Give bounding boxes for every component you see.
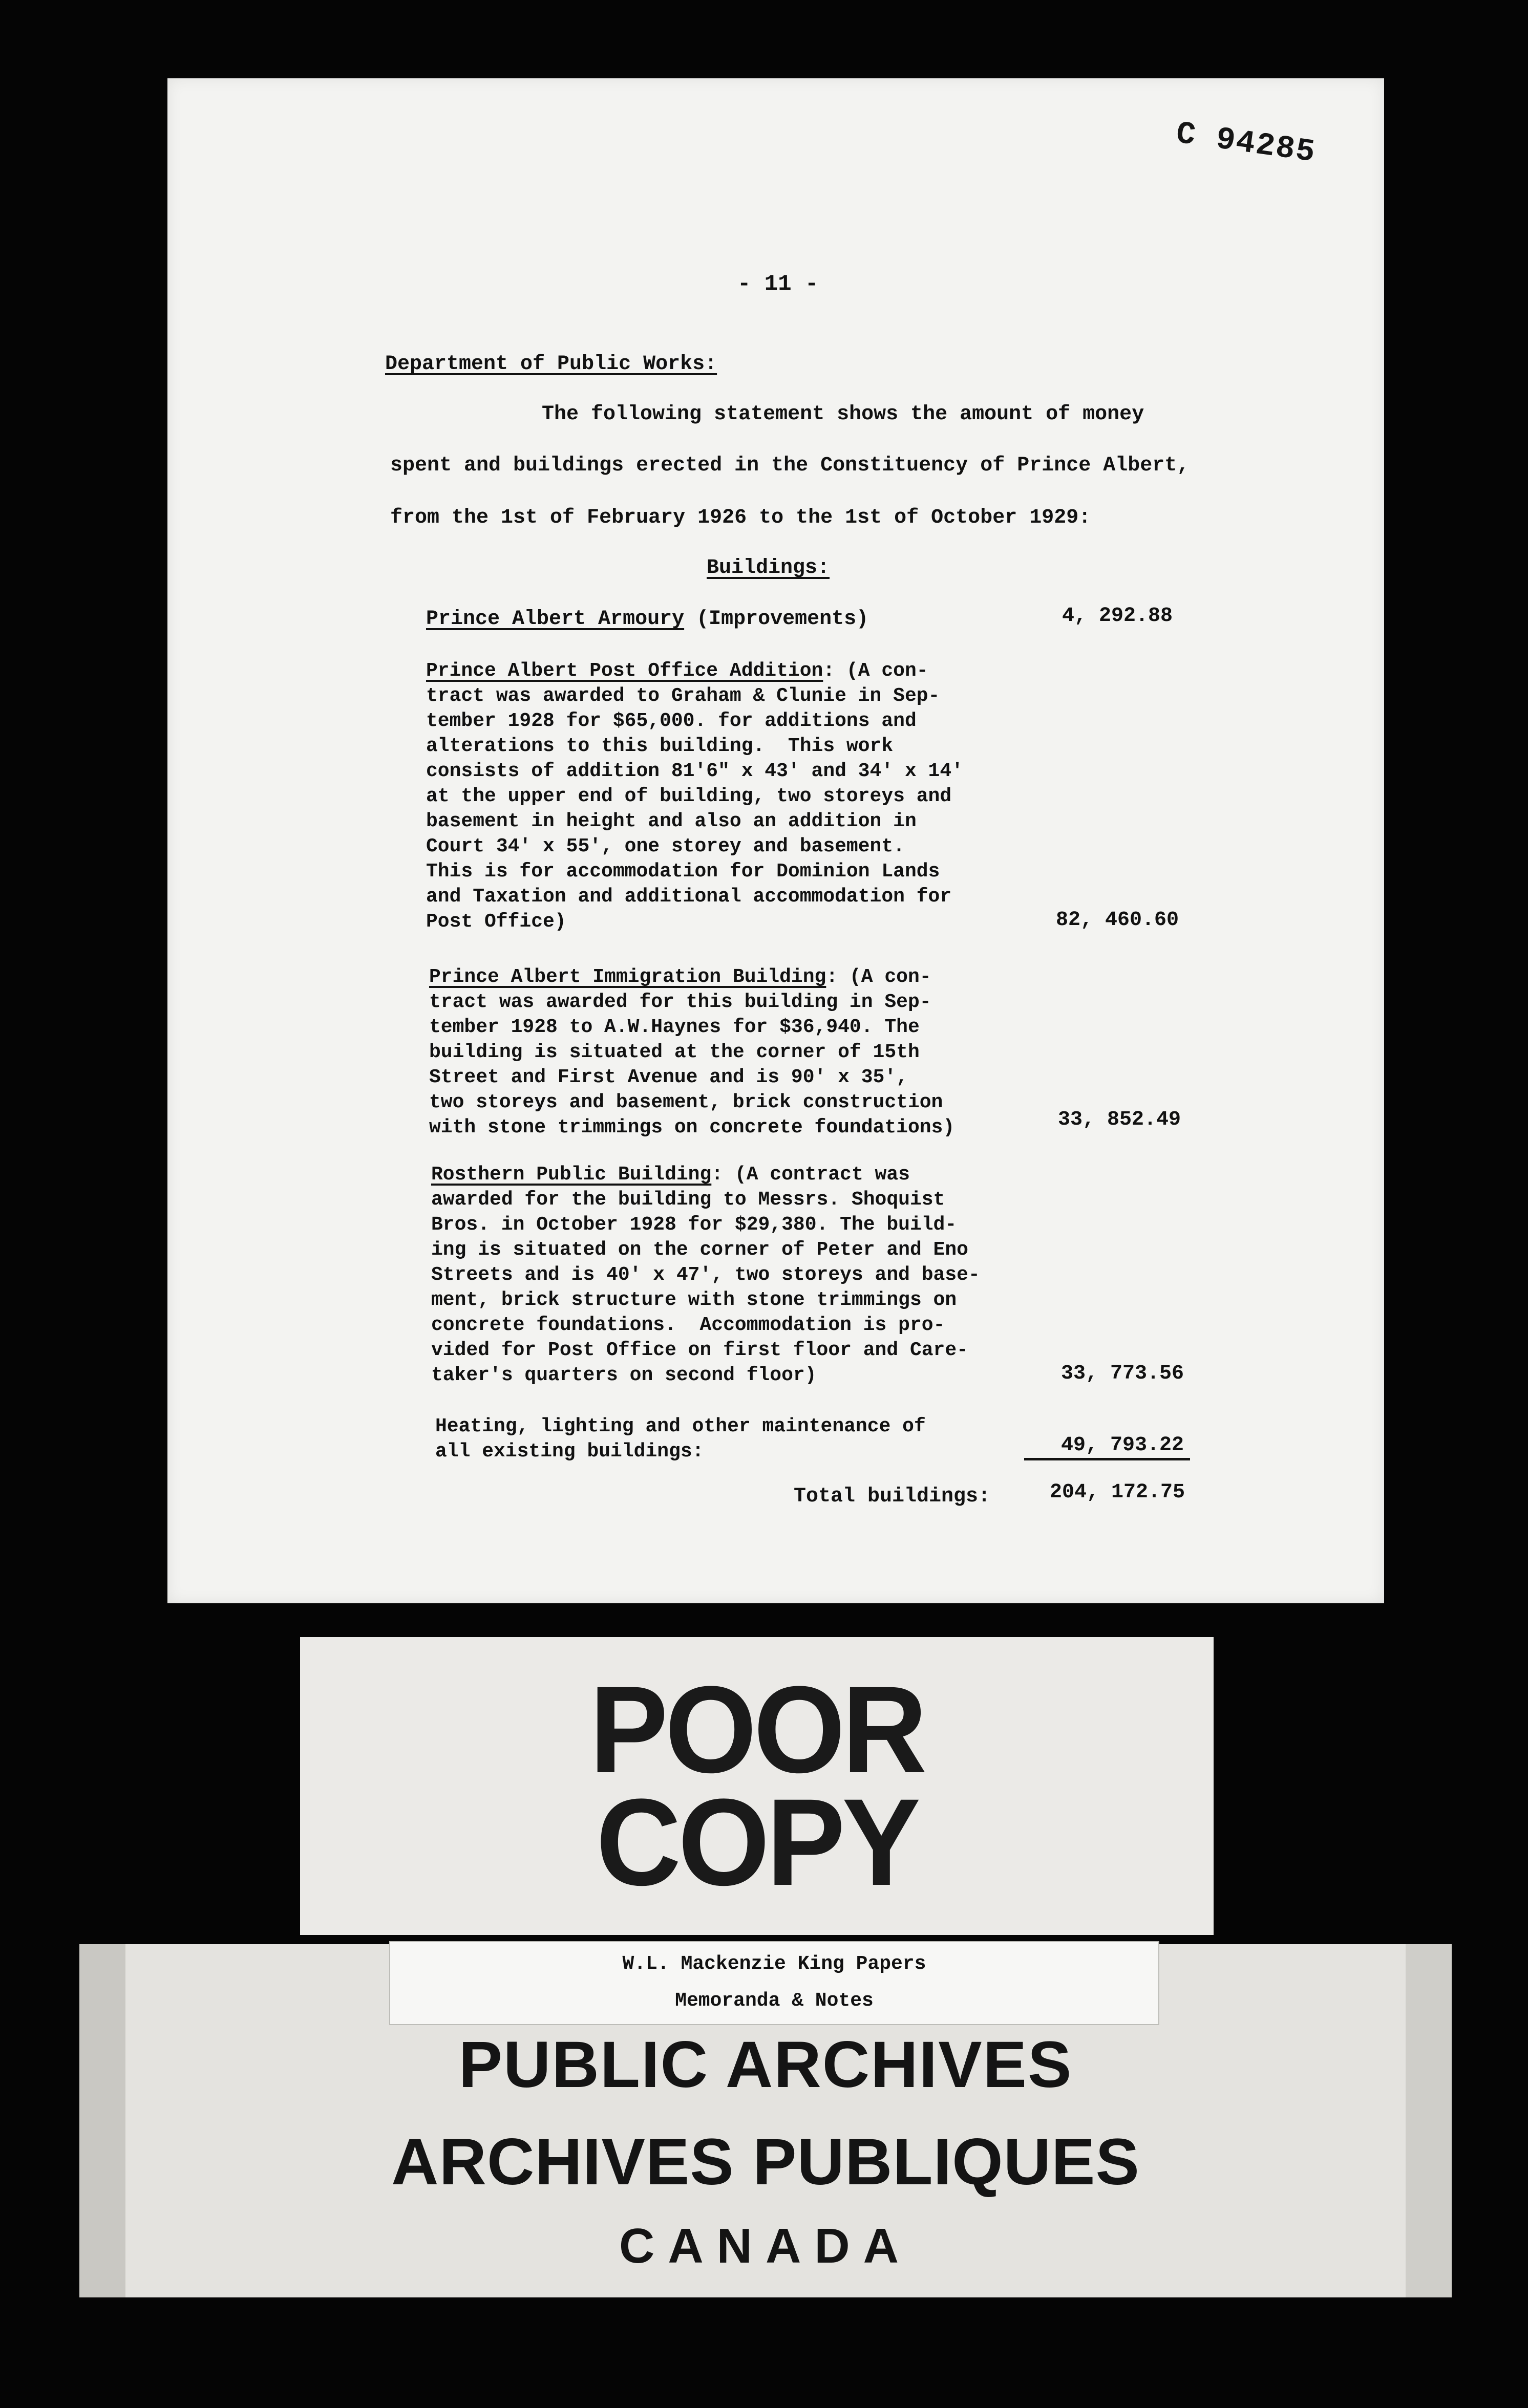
item-post-office-line: : (A con- bbox=[823, 660, 928, 682]
item-post-office-line: Post Office) bbox=[426, 911, 566, 933]
intro-line-1: The following statement shows the amount of money bbox=[542, 403, 1144, 426]
collection-name: W.L. Mackenzie King Papers bbox=[622, 1953, 926, 1975]
poor-copy-line-2: COPY bbox=[596, 1773, 918, 1911]
total-label: Total buildings: bbox=[794, 1485, 991, 1508]
poor-copy-card bbox=[300, 1637, 1214, 1935]
item-armoury-title: Prince Albert Armoury bbox=[426, 608, 685, 631]
item-post-office-line: Court 34' x 55', one storey and basement. bbox=[426, 835, 905, 857]
item-rosthern-line: concrete foundations. Accommodation is pro- bbox=[431, 1314, 945, 1336]
archives-line-french: ARCHIVES PUBLIQUES bbox=[391, 2125, 1140, 2199]
total-amount: 204, 172.75 bbox=[1050, 1481, 1185, 1504]
item-post-office-line: tember 1928 for $65,000. for additions and bbox=[426, 710, 917, 732]
item-rosthern-line: taker's quarters on second floor) bbox=[431, 1364, 817, 1386]
item-post-office-line: and Taxation and additional accommodation for bbox=[426, 886, 952, 908]
item-armoury-amount: 4, 292.88 bbox=[1062, 605, 1173, 628]
section-heading: Buildings: bbox=[707, 556, 830, 579]
item-rosthern-line: ing is situated on the corner of Peter and Eno bbox=[431, 1239, 968, 1261]
item-post-office-line: at the upper end of building, two storeys and bbox=[426, 785, 952, 807]
item-immigration-line: building is situated at the corner of 15th bbox=[429, 1041, 920, 1063]
item-post-office-line: This is for accommodation for Dominion Lands bbox=[426, 861, 940, 883]
item-maintenance bbox=[435, 1414, 926, 1464]
item-immigration-amount: 33, 852.49 bbox=[1058, 1108, 1181, 1131]
item-rosthern-amount: 33, 773.56 bbox=[1061, 1362, 1184, 1385]
page-number: - 11 - bbox=[737, 271, 819, 297]
item-immigration-line: tember 1928 to A.W.Haynes for $36,940. The bbox=[429, 1016, 920, 1038]
item-immigration-line: Street and First Avenue and is 90' x 35', bbox=[429, 1066, 908, 1088]
item-rosthern-title: Rosthern Public Building bbox=[431, 1164, 712, 1186]
item-rosthern-line: Streets and is 40' x 47', two storeys and base- bbox=[431, 1264, 980, 1286]
item-armoury bbox=[426, 609, 868, 630]
intro-line-3: from the 1st of February 1926 to the 1st of October 1929: bbox=[390, 506, 1091, 529]
item-maintenance-line: all existing buildings: bbox=[435, 1440, 704, 1463]
item-immigration-title: Prince Albert Immigration Building bbox=[429, 966, 826, 988]
item-maintenance-amount: 49, 793.22 bbox=[1061, 1434, 1184, 1457]
department-heading: Department of Public Works: bbox=[385, 353, 717, 376]
item-post-office-line: basement in height and also an addition in bbox=[426, 810, 917, 832]
item-rosthern bbox=[431, 1162, 980, 1388]
item-post-office-line: alterations to this building. This work bbox=[426, 735, 894, 757]
item-post-office-line: tract was awarded to Graham & Clunie in Sep- bbox=[426, 685, 940, 707]
item-immigration bbox=[429, 964, 954, 1140]
item-immigration-line: : (A con- bbox=[826, 966, 931, 988]
item-post-office-title: Prince Albert Post Office Addition bbox=[426, 660, 823, 682]
item-immigration-line: with stone trimmings on concrete foundations) bbox=[429, 1116, 955, 1138]
collection-series: Memoranda & Notes bbox=[675, 1990, 874, 2012]
item-post-office-amount: 82, 460.60 bbox=[1056, 909, 1179, 932]
item-rosthern-line: ment, brick structure with stone trimmings on bbox=[431, 1289, 957, 1311]
item-immigration-line: two storeys and basement, brick construction bbox=[429, 1091, 943, 1113]
archive-stamp-number: C 94285 bbox=[1174, 115, 1319, 171]
collection-label-strip bbox=[389, 1941, 1159, 2025]
poor-copy-line-1: POOR bbox=[589, 1660, 924, 1799]
item-rosthern-line: vided for Post Office on first floor and Care- bbox=[431, 1339, 968, 1361]
item-rosthern-line: : (A contract was bbox=[711, 1164, 910, 1186]
item-maintenance-line: Heating, lighting and other maintenance of bbox=[435, 1415, 926, 1437]
item-post-office-line: consists of addition 81'6" x 43' and 34' x 14' bbox=[426, 760, 963, 782]
item-rosthern-line: Bros. in October 1928 for $29,380. The build- bbox=[431, 1214, 957, 1236]
total-rule bbox=[1024, 1458, 1190, 1460]
item-rosthern-line: awarded for the building to Messrs. Shoquist bbox=[431, 1189, 945, 1211]
item-post-office bbox=[426, 658, 963, 934]
intro-line-2: spent and buildings erected in the Constituency of Prince Albert, bbox=[390, 454, 1190, 477]
archives-line-english: PUBLIC ARCHIVES bbox=[458, 2028, 1073, 2101]
item-immigration-line: tract was awarded for this building in Sep- bbox=[429, 991, 931, 1013]
item-armoury-text: (Improvements) bbox=[684, 608, 869, 631]
archives-line-country: CANADA bbox=[619, 2219, 912, 2273]
